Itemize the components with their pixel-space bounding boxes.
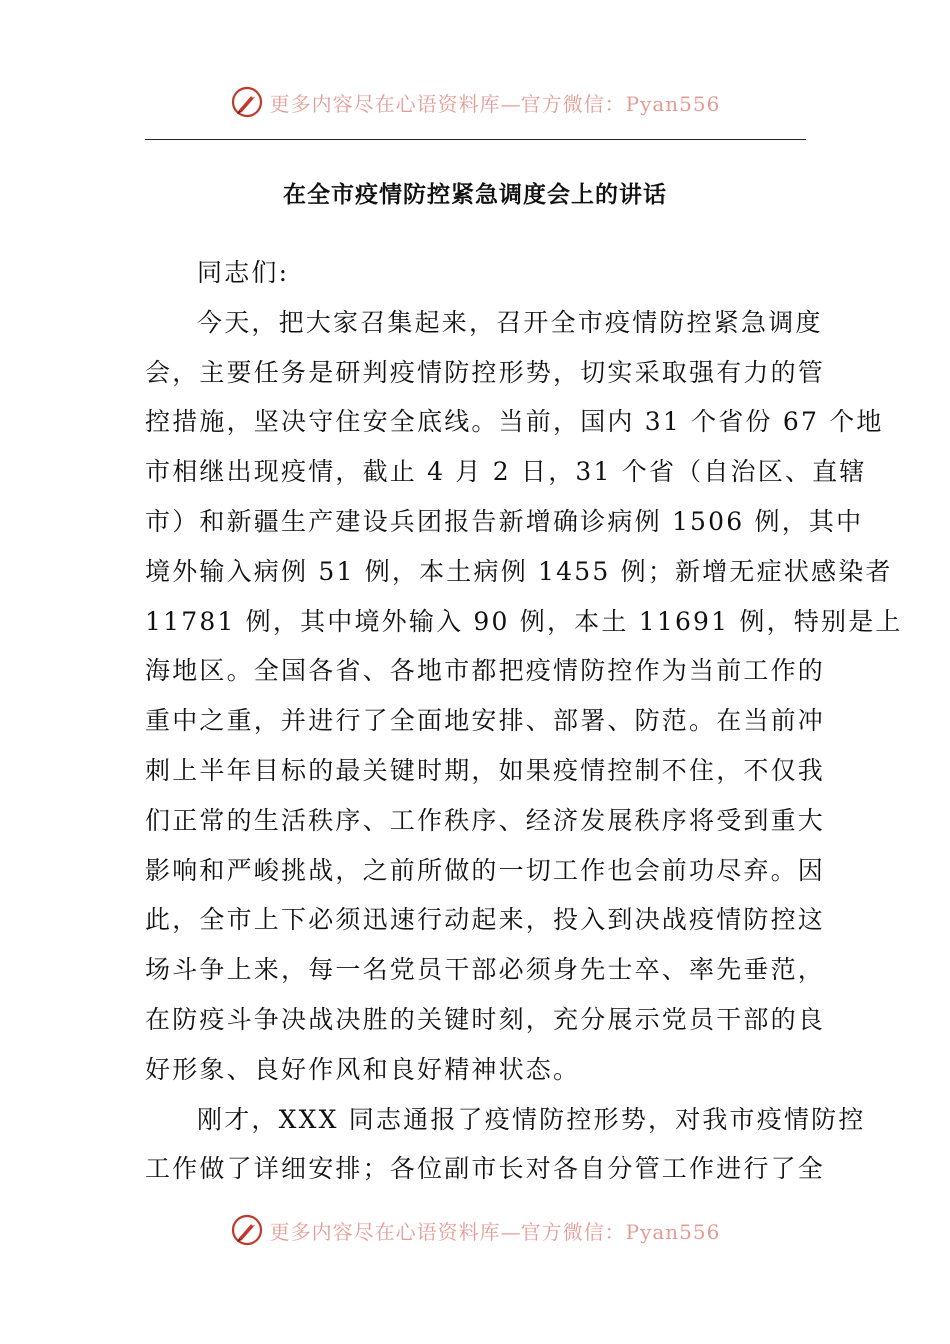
body-line: 刺上半年目标的最关键时期，如果疫情控制不住，不仅我 [145, 755, 826, 785]
body-line: 今天，把大家召集起来，召开全市疫情防控紧急调度 [197, 307, 823, 337]
banner-contact-text: 官方微信：Pyan556 [520, 91, 721, 116]
pen-logo-icon [230, 1213, 264, 1247]
banner-main-text: 更多内容尽在心语资料库 [269, 1219, 501, 1244]
body-line: 影响和严峻挑战，之前所做的一切工作也会前功尽弃。因 [145, 855, 826, 885]
body-line: 们正常的生活秩序、工作秩序、经济发展秩序将受到重大 [145, 805, 826, 835]
banner-dash: — [500, 91, 521, 116]
banner-contact-text: 官方微信：Pyan556 [520, 1219, 721, 1244]
banner-dash: — [500, 1219, 521, 1244]
body-line: 好形象、良好作风和良好精神状态。 [145, 1054, 581, 1084]
body-line: 此，全市上下必须迅速行动起来，投入到决战疫情防控这 [145, 905, 826, 935]
body-line: 重中之重，并进行了全面地安排、部署、防范。在当前冲 [145, 706, 826, 736]
header-banner [0, 80, 950, 124]
body-line: 场斗争上来，每一名党员干部必须身先士卒、率先垂范， [145, 955, 826, 985]
page-title: 在全市疫情防控紧急调度会上的讲话 [283, 181, 667, 208]
body-line: 市相继出现疫情，截止 4 月 2 日，31 个省（自治区、直辖 [145, 457, 867, 487]
body-line: 刚才，XXX 同志通报了疫情防控形势，对我市疫情防控 [197, 1104, 866, 1134]
salutation: 同志们: [197, 258, 290, 287]
body-line: 控措施，坚决守住安全底线。当前，国内 31 个省份 67 个地 [145, 407, 884, 437]
body-line: 工作做了详细安排；各位副市长对各自分管工作进行了全 [145, 1154, 826, 1184]
banner-text [270, 1216, 721, 1245]
body-line: 境外输入病例 51 例，本土病例 1455 例；新增无症状感染者 [145, 556, 893, 586]
header-rule [145, 139, 806, 140]
body-line: 11781 例，其中境外输入 90 例，本土 11691 例，特别是上 [145, 606, 903, 636]
pen-logo-icon [230, 85, 264, 119]
document-body [145, 248, 903, 1194]
body-line: 会，主要任务是研判疫情防控形势，切实采取强有力的管 [145, 357, 826, 387]
body-line: 在防疫斗争决战决胜的关键时刻，充分展示党员干部的良 [145, 1004, 826, 1034]
body-line: 海地区。全国各省、各地市都把疫情防控作为当前工作的 [145, 656, 826, 686]
footer-banner [0, 1208, 950, 1252]
banner-main-text: 更多内容尽在心语资料库 [269, 91, 501, 116]
banner-text [270, 88, 721, 117]
body-line: 市）和新疆生产建设兵团报告新增确诊病例 1506 例，其中 [145, 506, 864, 536]
